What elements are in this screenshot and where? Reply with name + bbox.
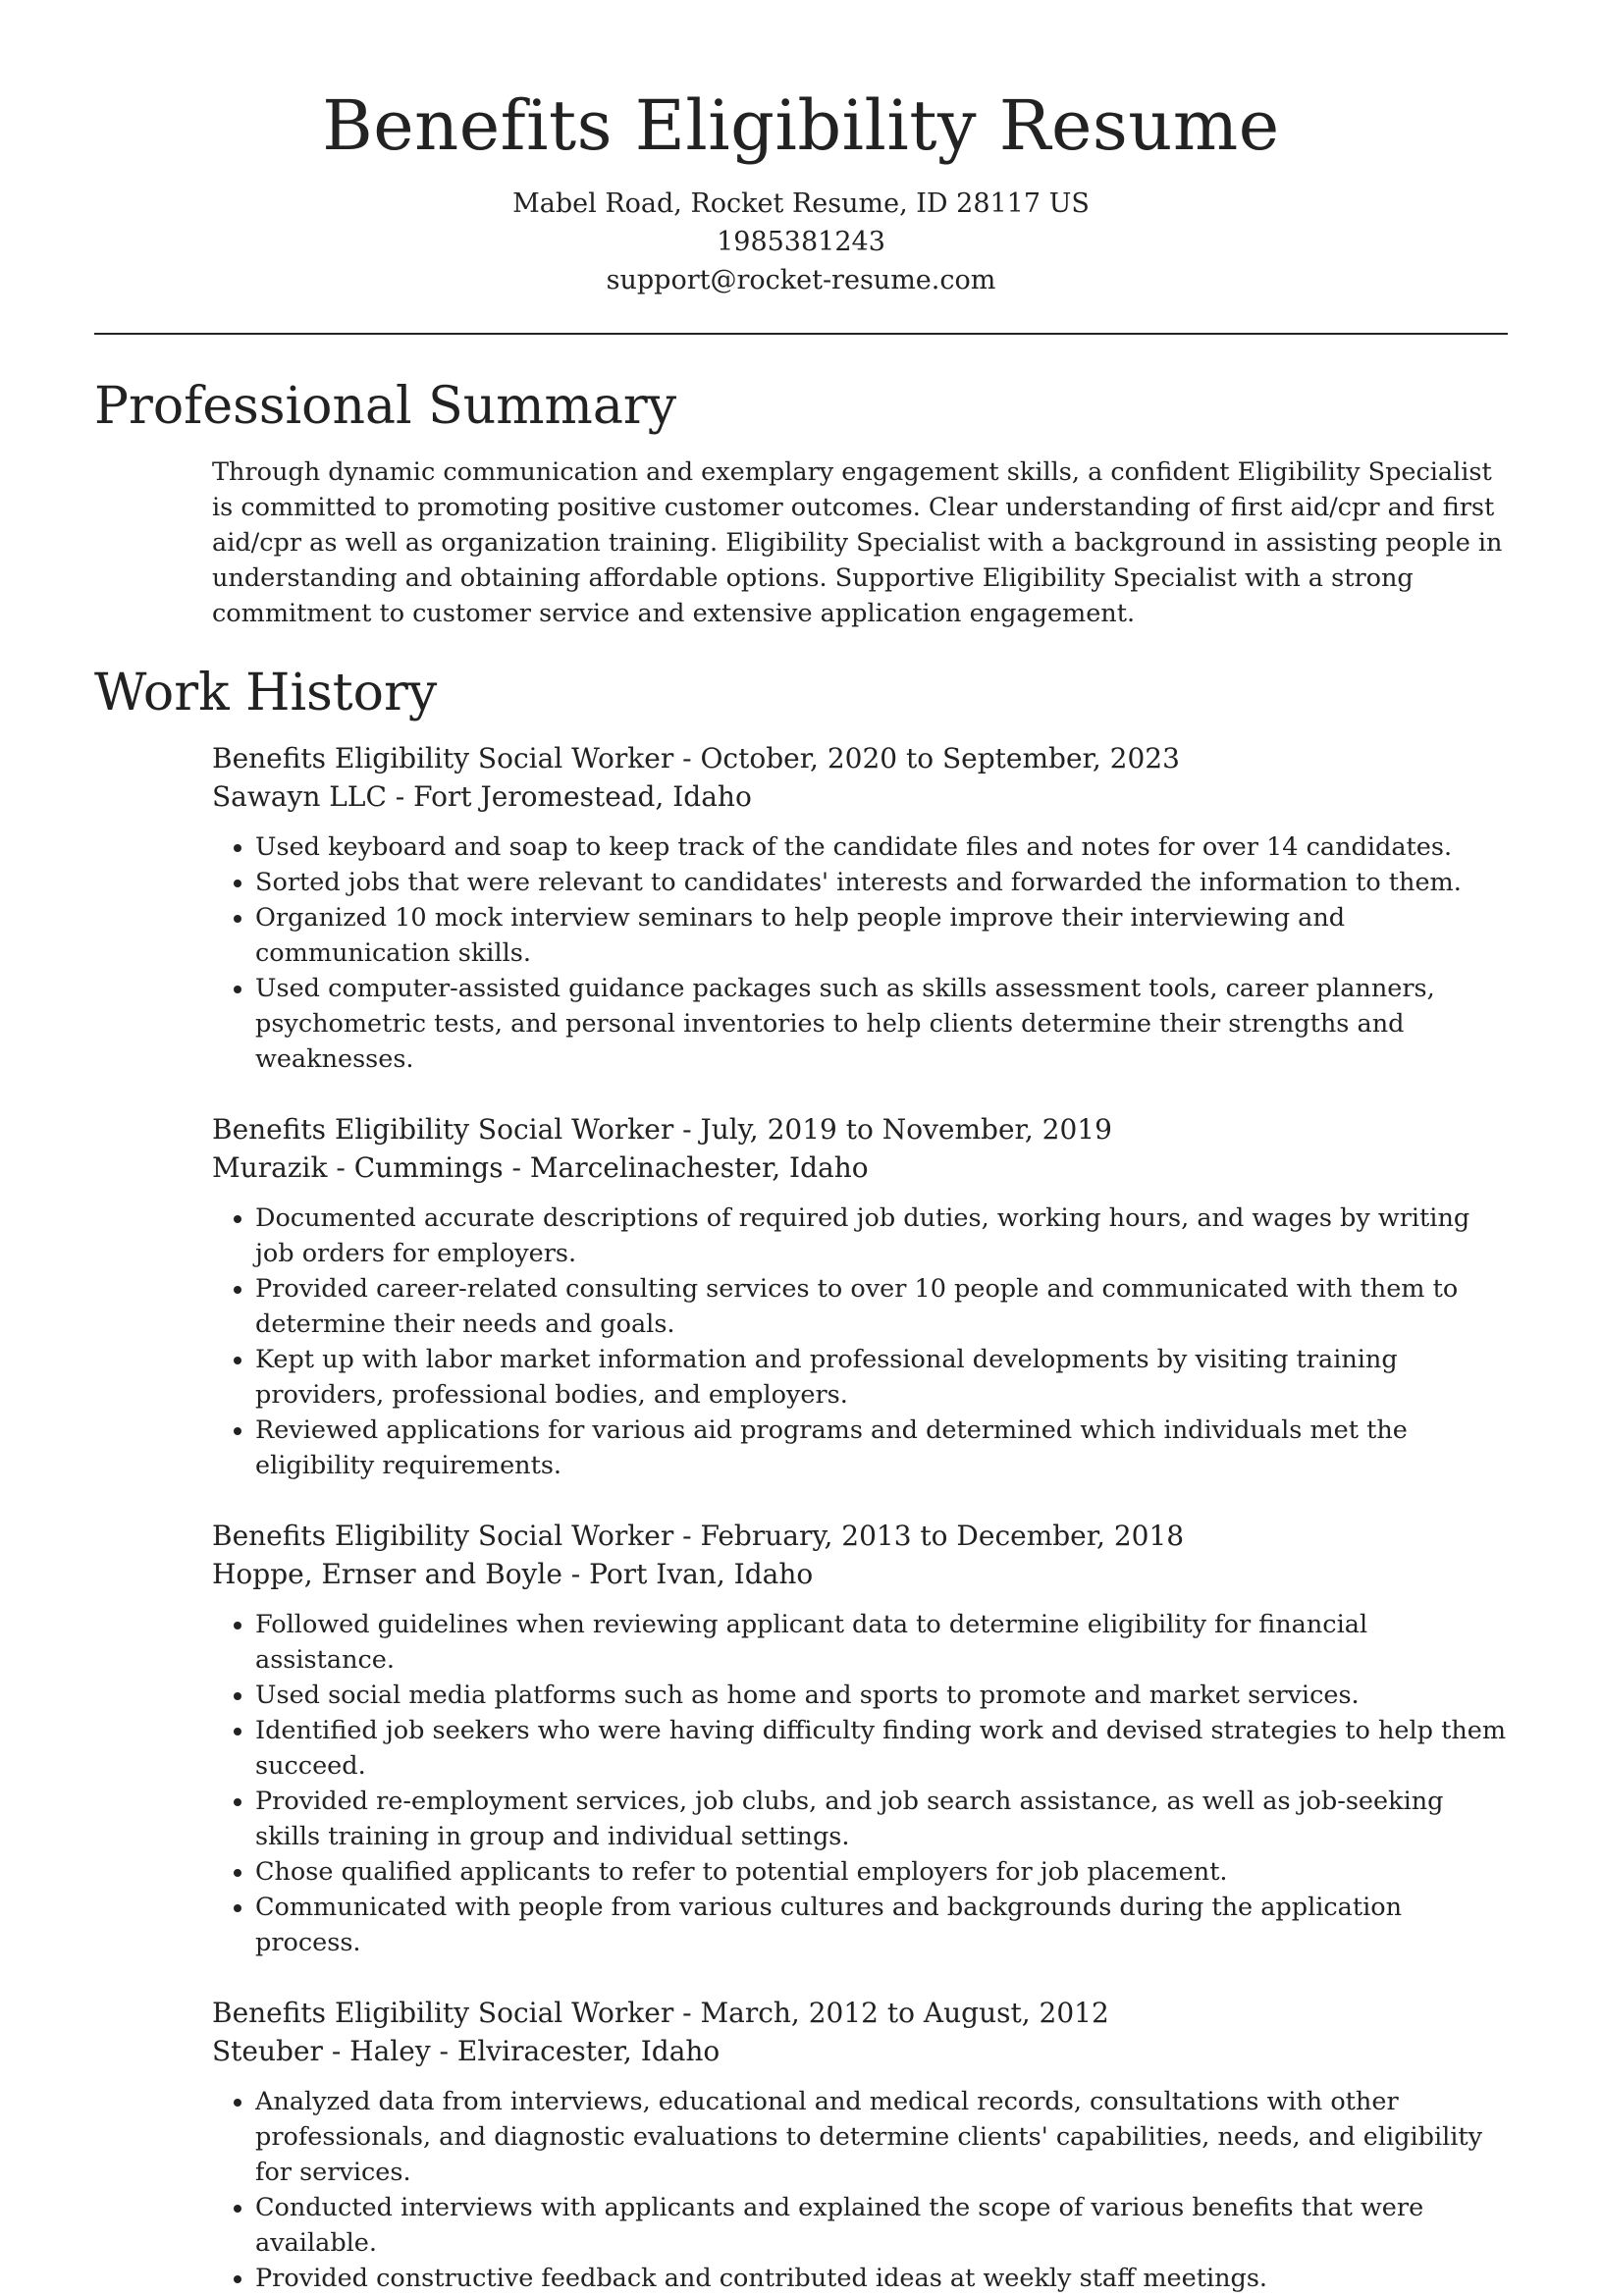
work-history-list <box>94 739 1508 2296</box>
job-entry <box>212 1517 1508 1960</box>
job-duties-list <box>212 1607 1508 1960</box>
job-company: Sawayn LLC <box>212 780 387 813</box>
job-dates: February, 2013 to December, 2018 <box>700 1520 1185 1552</box>
duty-item: • Chose qualified applicants to refer to potential employers for job placement. <box>255 1854 1508 1890</box>
job-employer-line <box>212 1555 1508 1593</box>
duty-item: • Used computer-assisted guidance packages such as skills assessment tools, career planners, psychometric tests, and personal inventories to help clients determine their strengths and weaknesses. <box>255 971 1508 1077</box>
duty-item: • Sorted jobs that were relevant to candidates' interests and forwarded the information to them. <box>255 865 1508 900</box>
duty-item: • Communicated with people from various cultures and backgrounds during the application process. <box>255 1890 1508 1960</box>
contact-phone: 1985381243 <box>717 227 885 257</box>
duty-item: • Analyzed data from interviews, educational and medical records, consultations with other professionals, and diagnostic evaluations to determine clients' capabilities, needs, and eligibility for services. <box>255 2084 1508 2190</box>
contact-block <box>94 185 1508 299</box>
job-duties-list <box>212 1201 1508 1483</box>
job-employer-line <box>212 2032 1508 2070</box>
resume-page <box>94 0 1508 2296</box>
duty-item: • Organized 10 mock interview seminars to help people improve their interviewing and communication skills. <box>255 900 1508 971</box>
job-entry <box>212 1110 1508 1483</box>
job-company: Steuber - Haley <box>212 2035 431 2067</box>
job-title: Benefits Eligibility Social Worker <box>212 1113 674 1146</box>
duty-item: • Provided career-related consulting services to over 10 people and communicated with them to determine their needs and goals. <box>255 1271 1508 1342</box>
contact-email: support@rocket-resume.com <box>606 265 996 295</box>
separator: - <box>561 1558 590 1590</box>
job-location: Elviracester, Idaho <box>456 2035 721 2067</box>
job-title: Benefits Eligibility Social Worker <box>212 742 674 774</box>
separator: - <box>430 2035 457 2067</box>
header-divider <box>94 333 1508 335</box>
duty-item: • Used social media platforms such as home and sports to promote and market services. <box>255 1678 1508 1713</box>
duty-item: • Conducted interviews with applicants and explained the scope of various benefits that were available. <box>255 2190 1508 2261</box>
separator: - <box>673 1113 701 1146</box>
duty-item: • Followed guidelines when reviewing applicant data to determine eligibility for financial assistance. <box>255 1607 1508 1678</box>
job-employer-line <box>212 1148 1508 1187</box>
duty-item: • Reviewed applications for various aid programs and determined which individuals met the eligibility requirements. <box>255 1413 1508 1483</box>
resume-title: Benefits Eligibility Resume <box>322 85 1280 166</box>
summary-text: Through dynamic communication and exemplary engagement skills, a confident Eligibility Specialist is committed to promoting positive customer outcomes. Clear understanding of first aid/cpr and first aid/cpr as well as organization training. Eligibility Specialist with a background in assisting people in understanding and obtaining affordable options. Supportive Eligibility Specialist with a strong commitment to customer service and extensive application engagement. <box>212 457 1503 628</box>
job-title: Benefits Eligibility Social Worker <box>212 1997 674 2029</box>
separator: - <box>673 1997 701 2029</box>
job-dates: July, 2019 to November, 2019 <box>700 1113 1112 1146</box>
separator: - <box>386 780 414 813</box>
job-heading <box>212 739 1508 777</box>
job-location: Port Ivan, Idaho <box>589 1558 814 1590</box>
duty-item: • Used keyboard and soap to keep track of the candidate files and notes for over 14 candidates. <box>255 829 1508 865</box>
job-duties-list <box>212 2084 1508 2296</box>
job-employer-line <box>212 777 1508 816</box>
job-entry <box>212 739 1508 1077</box>
separator: - <box>503 1151 530 1184</box>
summary-heading: Professional Summary <box>94 377 677 436</box>
job-dates: March, 2012 to August, 2012 <box>700 1997 1109 2029</box>
contact-address: Mabel Road, Rocket Resume, ID 28117 US <box>512 188 1090 219</box>
job-heading <box>212 1994 1508 2032</box>
job-entry <box>212 1994 1508 2296</box>
duty-item: • Documented accurate descriptions of required job duties, working hours, and wages by writing job orders for employers. <box>255 1201 1508 1271</box>
job-location: Marcelinachester, Idaho <box>529 1151 869 1184</box>
job-location: Fort Jeromestead, Idaho <box>413 780 752 813</box>
job-heading <box>212 1517 1508 1555</box>
work-history-heading: Work History <box>94 664 438 722</box>
job-dates: October, 2020 to September, 2023 <box>700 742 1180 774</box>
job-heading <box>212 1110 1508 1148</box>
separator: - <box>673 1520 701 1552</box>
job-company: Murazik - Cummings <box>212 1151 504 1184</box>
job-title: Benefits Eligibility Social Worker <box>212 1520 674 1552</box>
duty-item: • Provided constructive feedback and contributed ideas at weekly staff meetings. <box>255 2261 1508 2296</box>
duty-item: • Kept up with labor market information and professional developments by visiting training providers, professional bodies, and employers. <box>255 1342 1508 1413</box>
duty-item: • Provided re-employment services, job clubs, and job search assistance, as well as job-seeking skills training in group and individual settings. <box>255 1784 1508 1854</box>
job-company: Hoppe, Ernser and Boyle <box>212 1558 562 1590</box>
duty-item: • Identified job seekers who were having difficulty finding work and devised strategies to help them succeed. <box>255 1713 1508 1784</box>
job-duties-list <box>212 829 1508 1077</box>
separator: - <box>673 742 701 774</box>
